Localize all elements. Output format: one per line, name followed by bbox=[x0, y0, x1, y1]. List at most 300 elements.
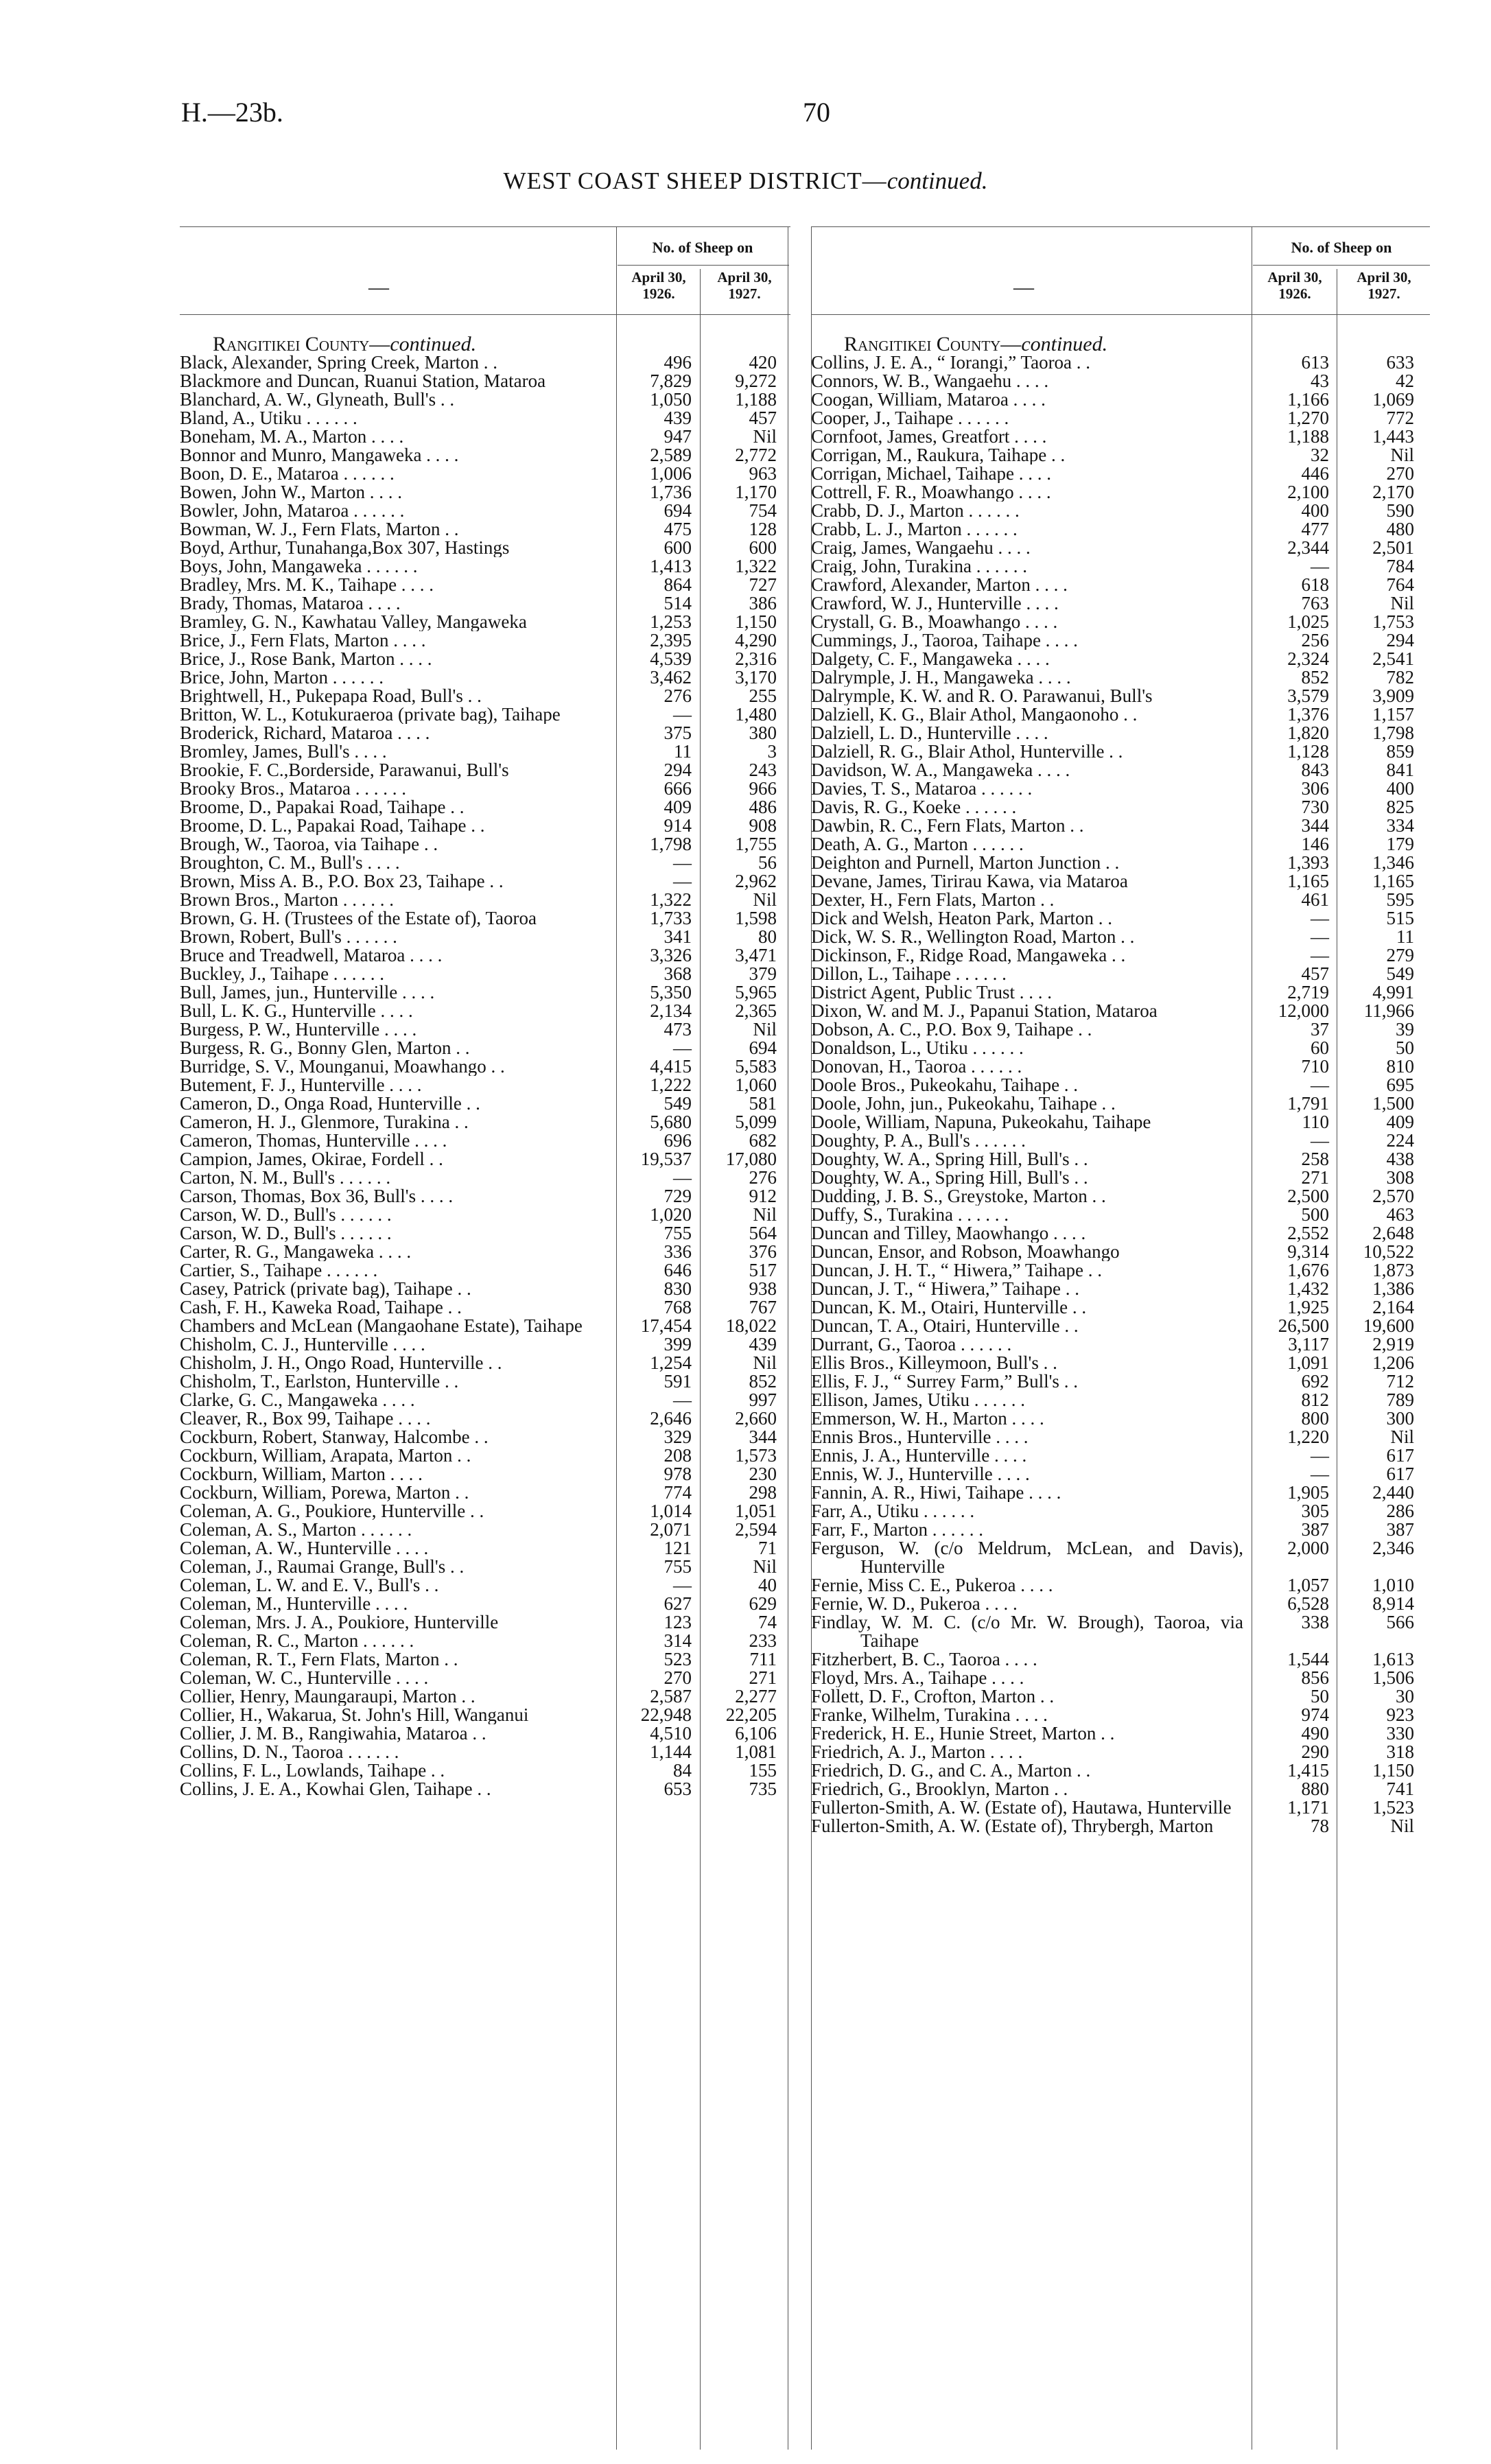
sheep-1926: 1,322 bbox=[650, 889, 692, 910]
owner-name: Cameron, D., Onga Road, Hunterville . . bbox=[180, 1094, 480, 1113]
owner-name: Coleman, R. C., Marton . . . . . . bbox=[180, 1632, 414, 1650]
sheep-1926: — bbox=[1311, 926, 1329, 947]
table-row bbox=[811, 1483, 1430, 1502]
sheep-1927: 1,523 bbox=[1372, 1797, 1414, 1818]
table-row bbox=[811, 983, 1430, 1002]
sheep-1927: 629 bbox=[749, 1593, 777, 1614]
owner-name: Collier, J. M. B., Rangiwahia, Mataroa . . bbox=[180, 1724, 486, 1743]
sheep-1926: 523 bbox=[664, 1649, 692, 1669]
sheep-1926: 710 bbox=[1301, 1056, 1329, 1077]
table-row bbox=[180, 576, 799, 594]
table-row bbox=[180, 854, 799, 872]
section-continued: continued. bbox=[390, 333, 477, 355]
owner-name: Bull, L. K. G., Hunterville . . . . bbox=[180, 1002, 413, 1020]
sheep-1926: — bbox=[673, 1037, 692, 1058]
table-row bbox=[811, 520, 1430, 539]
owner-name: Friedrich, A. J., Marton . . . . bbox=[811, 1743, 1023, 1761]
owner-name: Duncan, J. T., “ Hiwera,” Taihape . . bbox=[811, 1280, 1079, 1298]
sheep-1927: 80 bbox=[758, 926, 777, 947]
sheep-1927: 764 bbox=[1386, 574, 1414, 595]
sheep-1926: — bbox=[673, 1167, 692, 1188]
sheep-1927: 600 bbox=[749, 537, 777, 558]
sheep-1926: 1,220 bbox=[1287, 1427, 1329, 1447]
owner-name: Burgess, P. W., Hunterville . . . . bbox=[180, 1020, 417, 1039]
left-rows bbox=[180, 335, 799, 1798]
table-row bbox=[811, 390, 1430, 409]
table-row bbox=[811, 446, 1430, 465]
sheep-1927: 5,099 bbox=[735, 1112, 777, 1132]
owner-name: Fannin, A. R., Hiwi, Taihape . . . . bbox=[811, 1483, 1061, 1502]
sheep-1927: Nil bbox=[753, 426, 777, 447]
sheep-1927: 1,322 bbox=[735, 556, 777, 576]
table-row bbox=[811, 668, 1430, 687]
sheep-1927: Nil bbox=[753, 1556, 777, 1577]
sheep-1926: 1,128 bbox=[1287, 741, 1329, 762]
owner-name: Duncan, J. H. T., “ Hiwera,” Taihape . . bbox=[811, 1261, 1102, 1280]
col-1927-header: April 30, 1927. bbox=[1357, 269, 1411, 302]
owner-name: Cleaver, R., Box 99, Taihape . . . . bbox=[180, 1409, 431, 1428]
header-top-rule bbox=[180, 226, 790, 227]
owner-name: Cockburn, William, Arapata, Marton . . bbox=[180, 1446, 471, 1465]
sheep-1927: 694 bbox=[749, 1037, 777, 1058]
table-row bbox=[180, 1446, 799, 1465]
table-row bbox=[180, 1317, 799, 1335]
sheep-1927: 2,594 bbox=[735, 1519, 777, 1540]
table-row bbox=[811, 1724, 1430, 1743]
owner-name: Coleman, L. W. and E. V., Bull's . . bbox=[180, 1576, 439, 1595]
sheep-1927: 3,909 bbox=[1372, 685, 1414, 706]
owner-name: Black, Alexander, Spring Creek, Marton . . bbox=[180, 353, 498, 372]
sheep-1926: 692 bbox=[1301, 1371, 1329, 1392]
sheep-1927: 727 bbox=[749, 574, 777, 595]
table-row bbox=[811, 465, 1430, 483]
table-row bbox=[180, 1076, 799, 1094]
sheep-1926: 2,395 bbox=[650, 630, 692, 650]
owner-name: Dick and Welsh, Heaton Park, Marton . . bbox=[811, 909, 1112, 928]
owner-name: Doole Bros., Pukeokahu, Taihape . . bbox=[811, 1076, 1079, 1094]
owner-name: Brown, Miss A. B., P.O. Box 23, Taihape . . bbox=[180, 872, 504, 891]
sheep-1926: 60 bbox=[1311, 1037, 1329, 1058]
owner-name: Dudding, J. B. S., Greystoke, Marton . . bbox=[811, 1187, 1106, 1206]
sheep-1926: 375 bbox=[664, 723, 692, 743]
sheep-1926: 2,324 bbox=[1287, 648, 1329, 669]
table-row bbox=[180, 631, 799, 650]
sheep-1926: 1,820 bbox=[1287, 723, 1329, 743]
sheep-1926: 514 bbox=[664, 593, 692, 613]
sheep-1927: 782 bbox=[1386, 667, 1414, 688]
table-row bbox=[811, 761, 1430, 779]
table-row bbox=[180, 1391, 799, 1409]
table-row bbox=[180, 409, 799, 427]
sheep-1926: 11 bbox=[674, 741, 692, 762]
table-row bbox=[180, 1298, 799, 1317]
sheep-1926: 774 bbox=[664, 1482, 692, 1503]
owner-name: Dalziell, L. D., Hunterville . . . . bbox=[811, 724, 1048, 742]
sheep-1927: 966 bbox=[749, 778, 777, 799]
owner-name: Coleman, J., Raumai Grange, Bull's . . bbox=[180, 1558, 465, 1576]
sheep-1926: 294 bbox=[664, 760, 692, 780]
sheep-1926: 271 bbox=[1301, 1167, 1329, 1188]
sheep-1926: 880 bbox=[1301, 1779, 1329, 1799]
sheep-1926: 121 bbox=[664, 1538, 692, 1558]
report-reference: H.—23b. bbox=[181, 97, 283, 128]
owner-name: Doughty, W. A., Spring Hill, Bull's . . bbox=[811, 1169, 1088, 1187]
sheep-1927: 1,480 bbox=[735, 704, 777, 725]
owner-name: Blanchard, A. W., Glyneath, Bull's . . bbox=[180, 390, 455, 409]
table-row bbox=[811, 1465, 1430, 1483]
sheep-1927: 2,919 bbox=[1372, 1334, 1414, 1354]
sheep-1926: 2,100 bbox=[1287, 482, 1329, 502]
sheep-1926: 864 bbox=[664, 574, 692, 595]
owner-name: Fernie, Miss C. E., Pukeroa . . . . bbox=[811, 1576, 1053, 1595]
sheep-1927: 255 bbox=[749, 685, 777, 706]
sheep-1927: Nil bbox=[753, 1019, 777, 1040]
sheep-1927: 784 bbox=[1386, 556, 1414, 576]
table-row bbox=[180, 1206, 799, 1224]
sheep-1926: — bbox=[673, 704, 692, 725]
table-row bbox=[811, 1317, 1430, 1335]
owner-name: Duncan, K. M., Otairi, Hunterville . . bbox=[811, 1298, 1087, 1317]
table-row bbox=[811, 891, 1430, 909]
sheep-1926: 1,050 bbox=[650, 389, 692, 410]
owner-name: Ferguson, W. (c/o Meldrum, McLean, and Davis), Hunterville bbox=[811, 1539, 1243, 1576]
sheep-1927: 517 bbox=[749, 1260, 777, 1280]
owner-name: Doughty, P. A., Bull's . . . . . . bbox=[811, 1131, 1026, 1150]
table-row bbox=[180, 909, 799, 928]
table-row bbox=[180, 946, 799, 965]
right-rows bbox=[811, 335, 1430, 1835]
sheep-1926: 755 bbox=[664, 1556, 692, 1577]
sheep-1926: — bbox=[673, 871, 692, 891]
sheep-1926: 305 bbox=[1301, 1501, 1329, 1521]
sheep-1927: 2,170 bbox=[1372, 482, 1414, 502]
owner-name: Bramley, G. N., Kawhatau Valley, Mangaweka bbox=[180, 613, 527, 631]
sheep-1927: 286 bbox=[1386, 1501, 1414, 1521]
sheep-1926: 1,736 bbox=[650, 482, 692, 502]
owner-name: Davies, T. S., Mataroa . . . . . . bbox=[811, 779, 1033, 798]
sheep-1926: 22,948 bbox=[640, 1704, 692, 1725]
sheep-1926: 368 bbox=[664, 963, 692, 984]
table-row bbox=[180, 1632, 799, 1650]
sheep-1927: 789 bbox=[1386, 1389, 1414, 1410]
sheep-1926: 763 bbox=[1301, 593, 1329, 613]
table-row bbox=[811, 1798, 1430, 1817]
sheep-1926: 276 bbox=[664, 685, 692, 706]
owner-name: Cameron, H. J., Glenmore, Turakina . . bbox=[180, 1113, 469, 1131]
sheep-1926: 256 bbox=[1301, 630, 1329, 650]
table-row bbox=[180, 1650, 799, 1669]
owner-name: Collins, F. L., Lowlands, Taihape . . bbox=[180, 1761, 445, 1780]
sheep-1927: 590 bbox=[1386, 500, 1414, 521]
table-row bbox=[811, 1706, 1430, 1724]
header-mid-rule bbox=[618, 265, 789, 266]
owner-name: Bruce and Treadwell, Mataroa . . . . bbox=[180, 946, 443, 965]
table-row bbox=[811, 798, 1430, 817]
sheep-1927: 581 bbox=[749, 1093, 777, 1114]
table-row bbox=[811, 705, 1430, 724]
table-row bbox=[180, 1224, 799, 1243]
table-row bbox=[811, 1650, 1430, 1669]
table-row bbox=[811, 1372, 1430, 1391]
table-row bbox=[811, 817, 1430, 835]
table-row bbox=[180, 705, 799, 724]
sheep-1927: 233 bbox=[749, 1630, 777, 1651]
sheep-1926: 475 bbox=[664, 519, 692, 539]
sheep-1926: — bbox=[1311, 556, 1329, 576]
table-row bbox=[811, 872, 1430, 891]
table-row bbox=[811, 1428, 1430, 1446]
sheep-1926: 1,413 bbox=[650, 556, 692, 576]
sheep-1926: — bbox=[673, 1575, 692, 1595]
sheep-1927: 564 bbox=[749, 1223, 777, 1243]
sheep-1926: 978 bbox=[664, 1464, 692, 1484]
owner-name: Coleman, A. W., Hunterville . . . . bbox=[180, 1539, 429, 1558]
table-row bbox=[180, 724, 799, 742]
owner-name: Fitzherbert, B. C., Taoroa . . . . bbox=[811, 1650, 1037, 1669]
owner-name: Follett, D. F., Crofton, Marton . . bbox=[811, 1687, 1055, 1706]
sheep-1926: 2,000 bbox=[1287, 1538, 1329, 1558]
owner-name: Dobson, A. C., P.O. Box 9, Taihape . . bbox=[811, 1020, 1092, 1039]
sheep-1926: 1,676 bbox=[1287, 1260, 1329, 1280]
table-row bbox=[811, 1113, 1430, 1131]
owner-name: Cartier, S., Taihape . . . . . . bbox=[180, 1261, 378, 1280]
sheep-1926: 1,025 bbox=[1287, 611, 1329, 632]
sheep-1927: 1,346 bbox=[1372, 852, 1414, 873]
table-row bbox=[180, 1761, 799, 1780]
sheep-1927: 2,772 bbox=[735, 445, 777, 465]
sheep-1927: 376 bbox=[749, 1241, 777, 1262]
owner-name: Broome, D., Papakai Road, Taihape . . bbox=[180, 798, 465, 817]
sheep-1927: 409 bbox=[1386, 1112, 1414, 1132]
left-table bbox=[180, 226, 799, 2450]
table-row bbox=[811, 502, 1430, 520]
sheep-1926: 3,462 bbox=[650, 667, 692, 688]
owner-name: Burridge, S. V., Mounganui, Moawhango . . bbox=[180, 1057, 505, 1076]
sheep-1926: 1,544 bbox=[1287, 1649, 1329, 1669]
table-row bbox=[811, 1057, 1430, 1076]
section-name: Rangitikei County— bbox=[213, 333, 390, 355]
table-row bbox=[180, 928, 799, 946]
sheep-1927: 1,386 bbox=[1372, 1278, 1414, 1299]
owner-name: Fullerton-Smith, A. W. (Estate of), Thrybergh, Marton bbox=[811, 1817, 1214, 1835]
sheep-1926: 1,270 bbox=[1287, 408, 1329, 428]
table-row bbox=[811, 1521, 1430, 1539]
owner-name: Brady, Thomas, Mataroa . . . . bbox=[180, 594, 401, 613]
owner-name: Crawford, W. J., Hunterville . . . . bbox=[811, 594, 1059, 613]
sheep-1927: 1,081 bbox=[735, 1741, 777, 1762]
sheep-1927: 2,277 bbox=[735, 1686, 777, 1706]
sheep-1926: 974 bbox=[1301, 1704, 1329, 1725]
sheep-1927: 74 bbox=[758, 1612, 777, 1632]
owner-name: Durrant, G., Taoroa . . . . . . bbox=[811, 1335, 1012, 1354]
owner-name: Emmerson, W. H., Marton . . . . bbox=[811, 1409, 1044, 1428]
sheep-1927: 1,060 bbox=[735, 1075, 777, 1095]
table-row bbox=[180, 798, 799, 817]
sheep-1927: 9,272 bbox=[735, 371, 777, 391]
sheep-1926: — bbox=[1311, 1464, 1329, 1484]
sheep-1926: 768 bbox=[664, 1297, 692, 1317]
col-1927-header: April 30, 1927. bbox=[717, 269, 772, 302]
right-table bbox=[811, 226, 1430, 2450]
owner-name: Doole, John, jun., Pukeokahu, Taihape . . bbox=[811, 1094, 1116, 1113]
sheep-1926: 1,222 bbox=[650, 1075, 692, 1095]
sheep-1926: 78 bbox=[1311, 1816, 1329, 1836]
owner-name: Fernie, W. D., Pukeroa . . . . bbox=[811, 1595, 1018, 1613]
owner-name: Bradley, Mrs. M. K., Taihape . . . . bbox=[180, 576, 434, 594]
sheep-1927: 300 bbox=[1386, 1408, 1414, 1429]
table-row bbox=[180, 668, 799, 687]
owner-name: Coleman, M., Hunterville . . . . bbox=[180, 1595, 408, 1613]
table-row bbox=[811, 1187, 1430, 1206]
sheep-1927: 712 bbox=[1386, 1371, 1414, 1392]
sheep-1926: — bbox=[1311, 945, 1329, 965]
sheep-1926: 32 bbox=[1311, 445, 1329, 465]
table-row bbox=[811, 1224, 1430, 1243]
table-row bbox=[811, 1595, 1430, 1613]
sheep-1926: 4,510 bbox=[650, 1723, 692, 1744]
sheep-1926: 439 bbox=[664, 408, 692, 428]
table-row bbox=[811, 928, 1430, 946]
owner-name: Crabb, D. J., Marton . . . . . . bbox=[811, 502, 1020, 520]
sheep-1927: 617 bbox=[1386, 1445, 1414, 1466]
table-row bbox=[180, 483, 799, 502]
sheep-1927: 22,205 bbox=[725, 1704, 777, 1725]
sheep-1926: 409 bbox=[664, 797, 692, 817]
table-row bbox=[811, 372, 1430, 390]
table-row bbox=[180, 1613, 799, 1632]
table-row bbox=[180, 446, 799, 465]
table-row bbox=[180, 353, 799, 372]
table-row bbox=[811, 1020, 1430, 1039]
sheep-1926: 696 bbox=[664, 1130, 692, 1151]
sheep-1926: 270 bbox=[664, 1667, 692, 1688]
sheep-1927: 1,755 bbox=[735, 834, 777, 854]
owner-name: Crawford, Alexander, Marton . . . . bbox=[811, 576, 1068, 594]
col-1926-header: April 30, 1926. bbox=[631, 269, 686, 302]
sheep-1926: 1,925 bbox=[1287, 1297, 1329, 1317]
table-row bbox=[811, 1687, 1430, 1706]
owner-name: Franke, Wilhelm, Turakina . . . . bbox=[811, 1706, 1048, 1724]
page-title-continued: continued. bbox=[887, 167, 988, 194]
sheep-1927: 420 bbox=[749, 352, 777, 373]
owner-name: Coleman, A. S., Marton . . . . . . bbox=[180, 1521, 412, 1539]
sheep-1927: 344 bbox=[749, 1427, 777, 1447]
header-bottom-rule bbox=[180, 314, 790, 315]
owner-name: Boys, John, Mangaweka . . . . . . bbox=[180, 557, 418, 576]
sheep-1927: 10,522 bbox=[1363, 1241, 1414, 1262]
header-bottom-rule bbox=[811, 314, 1430, 315]
table-row bbox=[180, 1465, 799, 1483]
table-row bbox=[811, 687, 1430, 705]
owner-name: Cash, F. H., Kaweka Road, Taihape . . bbox=[180, 1298, 462, 1317]
owner-name: Butement, F. J., Hunterville . . . . bbox=[180, 1076, 422, 1094]
sheep-1927: 5,583 bbox=[735, 1056, 777, 1077]
sheep-1927: 1,206 bbox=[1372, 1352, 1414, 1373]
sheep-1926: 549 bbox=[664, 1093, 692, 1114]
sheep-1927: 128 bbox=[749, 519, 777, 539]
table-row bbox=[811, 539, 1430, 557]
table-row bbox=[811, 557, 1430, 576]
section-heading bbox=[180, 335, 799, 353]
sheep-1927: 224 bbox=[1386, 1130, 1414, 1151]
table-row bbox=[180, 1669, 799, 1687]
sheep-1927: 243 bbox=[749, 760, 777, 780]
table-row bbox=[811, 1280, 1430, 1298]
sheep-1926: 341 bbox=[664, 926, 692, 947]
owner-name: Burgess, R. G., Bonny Glen, Marton . . bbox=[180, 1039, 470, 1057]
owner-name: Davidson, W. A., Mangaweka . . . . bbox=[811, 761, 1070, 779]
sheep-1926: 618 bbox=[1301, 574, 1329, 595]
table-row bbox=[811, 1076, 1430, 1094]
sheep-1927: 1,443 bbox=[1372, 426, 1414, 447]
table-row bbox=[180, 427, 799, 446]
sheep-1927: 997 bbox=[749, 1389, 777, 1410]
sheep-1926: 1,798 bbox=[650, 834, 692, 854]
table-row bbox=[180, 1428, 799, 1446]
sheep-1926: 329 bbox=[664, 1427, 692, 1447]
sheep-1926: 387 bbox=[1301, 1519, 1329, 1540]
owner-name: Bull, James, jun., Hunterville . . . . bbox=[180, 983, 435, 1002]
sheep-1927: 912 bbox=[749, 1186, 777, 1206]
sheep-1927: 4,290 bbox=[735, 630, 777, 650]
table-row bbox=[180, 1169, 799, 1187]
sheep-1927: 463 bbox=[1386, 1204, 1414, 1225]
sheep-1927: Nil bbox=[1390, 1816, 1414, 1836]
sheep-1926: 755 bbox=[664, 1223, 692, 1243]
sheep-1927: 400 bbox=[1386, 778, 1414, 799]
owner-name: Corrigan, M., Raukura, Taihape . . bbox=[811, 446, 1066, 465]
table-row bbox=[180, 1354, 799, 1372]
particulars-header: — bbox=[368, 276, 389, 298]
sheep-1926: 627 bbox=[664, 1593, 692, 1614]
sheep-1927: Nil bbox=[1390, 1427, 1414, 1447]
owner-name: Campion, James, Okirae, Fordell . . bbox=[180, 1150, 443, 1169]
sheep-1927: 711 bbox=[749, 1649, 777, 1669]
table-row bbox=[811, 1761, 1430, 1780]
sheep-1927: 298 bbox=[749, 1482, 777, 1503]
table-row bbox=[180, 1020, 799, 1039]
sheep-1926: 5,680 bbox=[650, 1112, 692, 1132]
sheep-1926: 800 bbox=[1301, 1408, 1329, 1429]
owner-name: Collins, D. N., Taoroa . . . . . . bbox=[180, 1743, 399, 1761]
table-row bbox=[180, 1094, 799, 1113]
sheep-1926: 830 bbox=[664, 1278, 692, 1299]
table-row bbox=[811, 427, 1430, 446]
section-heading bbox=[811, 335, 1430, 353]
sheep-1926: 1,253 bbox=[650, 611, 692, 632]
table-row bbox=[180, 1595, 799, 1613]
sheep-1926: 843 bbox=[1301, 760, 1329, 780]
sheep-1927: 682 bbox=[749, 1130, 777, 1151]
sheep-1926: 1,188 bbox=[1287, 426, 1329, 447]
sheep-1926: 1,733 bbox=[650, 908, 692, 928]
table-row bbox=[811, 1817, 1430, 1835]
sheep-1927: 810 bbox=[1386, 1056, 1414, 1077]
owner-name: Ellis Bros., Killeymoon, Bull's . . bbox=[811, 1354, 1057, 1372]
sheep-1927: 923 bbox=[1386, 1704, 1414, 1725]
owner-name: Collier, H., Wakarua, St. John's Hill, Wanganui bbox=[180, 1706, 529, 1724]
owner-name: Crabb, L. J., Marton . . . . . . bbox=[811, 520, 1018, 539]
sheep-1926: 457 bbox=[1301, 963, 1329, 984]
owner-name: Brice, John, Marton . . . . . . bbox=[180, 668, 384, 687]
sheep-1926: 1,166 bbox=[1287, 389, 1329, 410]
page-title bbox=[0, 167, 1491, 195]
sheep-1927: 386 bbox=[749, 593, 777, 613]
sheep-1926: 1,432 bbox=[1287, 1278, 1329, 1299]
owner-name: Bowen, John W., Marton . . . . bbox=[180, 483, 402, 502]
sheep-1927: 50 bbox=[1396, 1037, 1414, 1058]
table-row bbox=[180, 1002, 799, 1020]
